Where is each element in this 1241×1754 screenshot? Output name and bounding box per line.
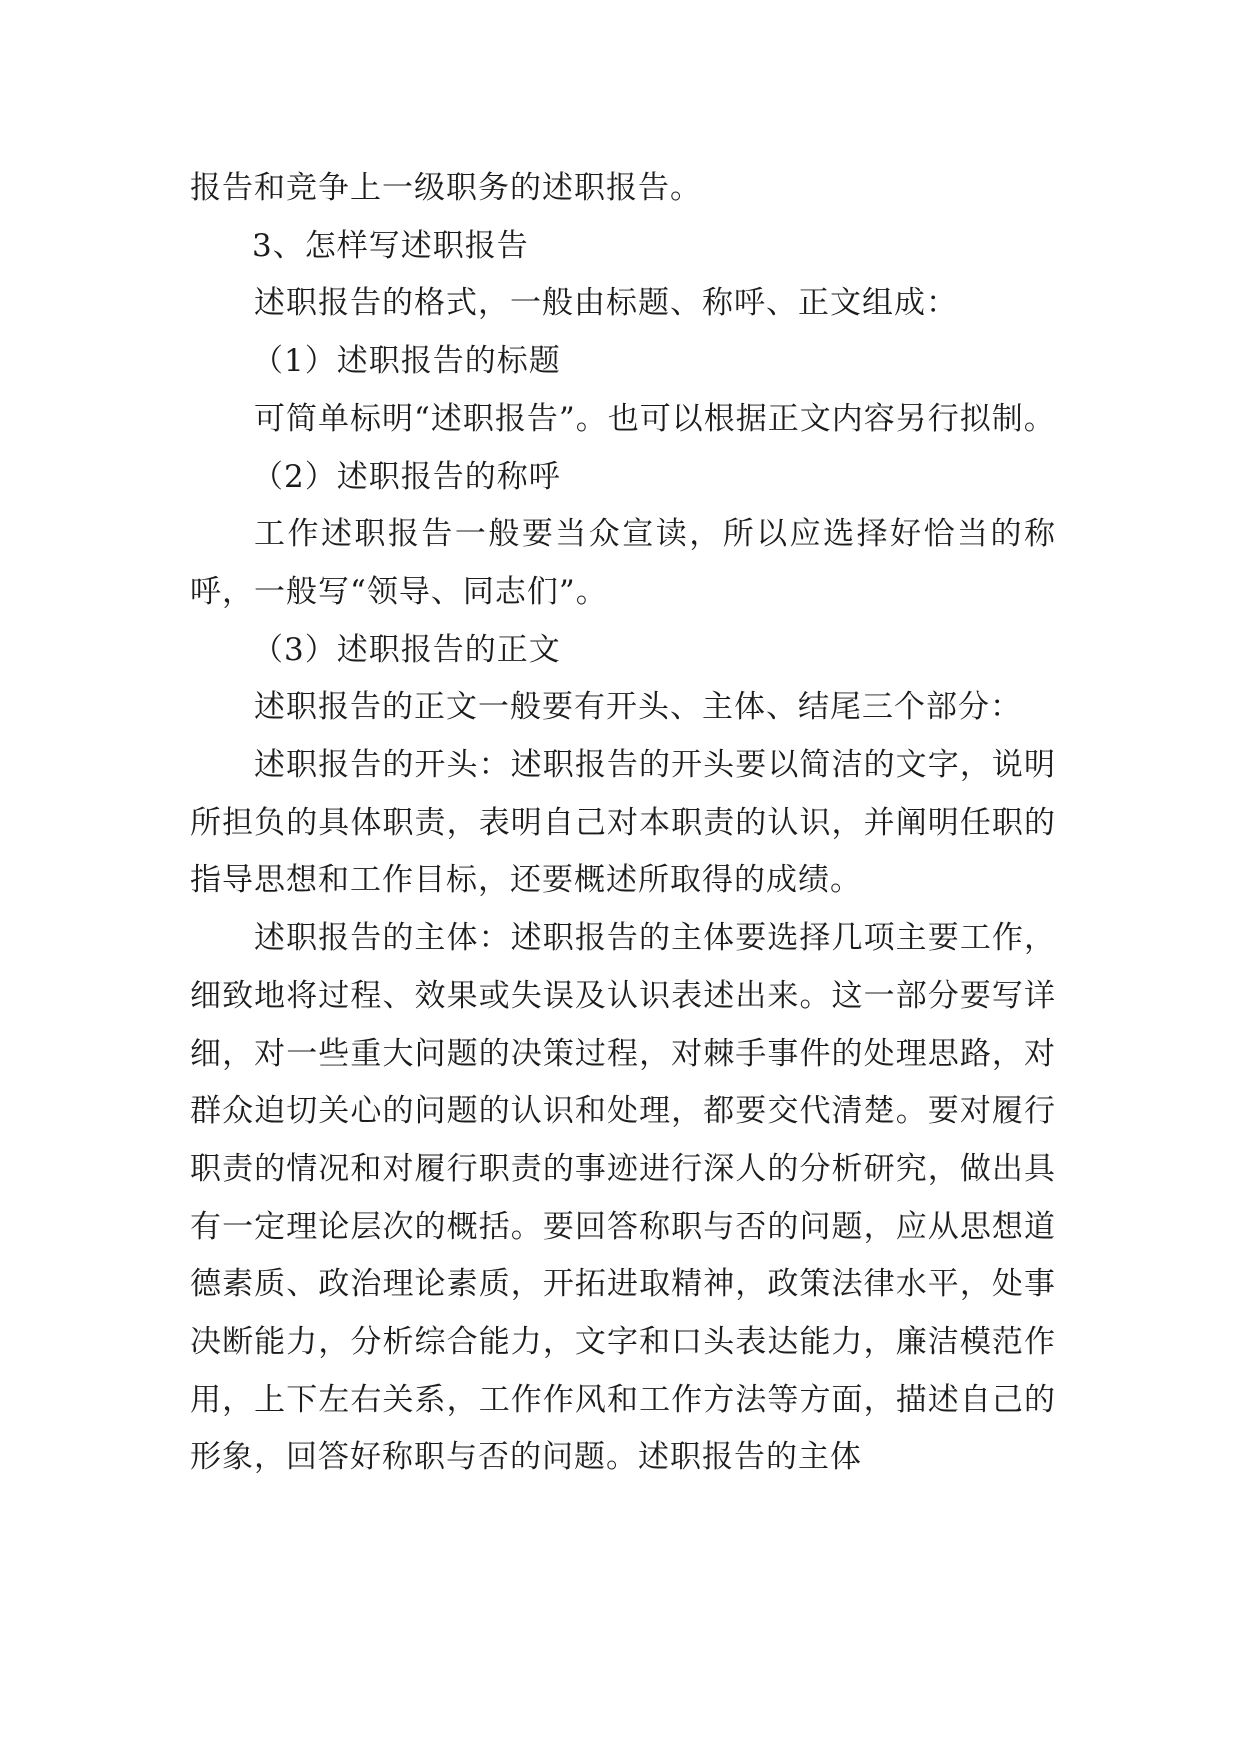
paragraph-continuation: 报告和竞争上一级职务的述职报告。 — [190, 170, 702, 206]
subheading-title: （1）述职报告的标题 — [252, 343, 561, 380]
document-page — [190, 160, 1056, 1487]
paragraph-salutation-desc: 工作述职报告一般要当众宣读，所以应选择好恰当的称呼，一般写“领导、同志们”。 — [190, 516, 1056, 610]
paragraph-main-body-desc: 述职报告的主体：述职报告的主体要选择几项主要工作，细致地将过程、效果或失误及认识表述出来。这一部分要写详细，对一些重大问题的决策过程，对棘手事件的处理思路，对群众迫切关心的问题的认识和处理，都要交代清楚。要对履行职责的情况和对履行职责的事迹进行深人的分析研究，做出具有一定理论层次的概括。要回答称职与否的问题，应从思想道德素质、政治理论素质，开拓进取精神，政策法律水平，处事决断能力，分析综合能力，文字和口头表达能力，廉洁模范作用，上下左右关系，工作作风和工作方法等方面，描述自己的形象，回答好称职与否的问题。述职报告的主体 — [190, 920, 1056, 1476]
subheading-salutation: （2）述职报告的称呼 — [252, 458, 561, 495]
paragraph-format-intro: 述职报告的格式，一般由标题、称呼、正文组成： — [254, 285, 958, 322]
section-heading-how-to-write: 3、怎样写述职报告 — [252, 227, 529, 264]
paragraph-opening-desc: 述职报告的开头：述职报告的开头要以简洁的文字，说明所担负的具体职责，表明自己对本职责的认识，并阐明任职的指导思想和工作目标，还要概述所取得的成绩。 — [190, 747, 1056, 899]
paragraph-title-desc: 可简单标明“述职报告”。也可以根据正文内容另行拟制。 — [254, 400, 1056, 437]
subheading-body: （3）述职报告的正文 — [252, 631, 561, 668]
paragraph-body-intro: 述职报告的正文一般要有开头、主体、结尾三个部分： — [254, 689, 1022, 726]
